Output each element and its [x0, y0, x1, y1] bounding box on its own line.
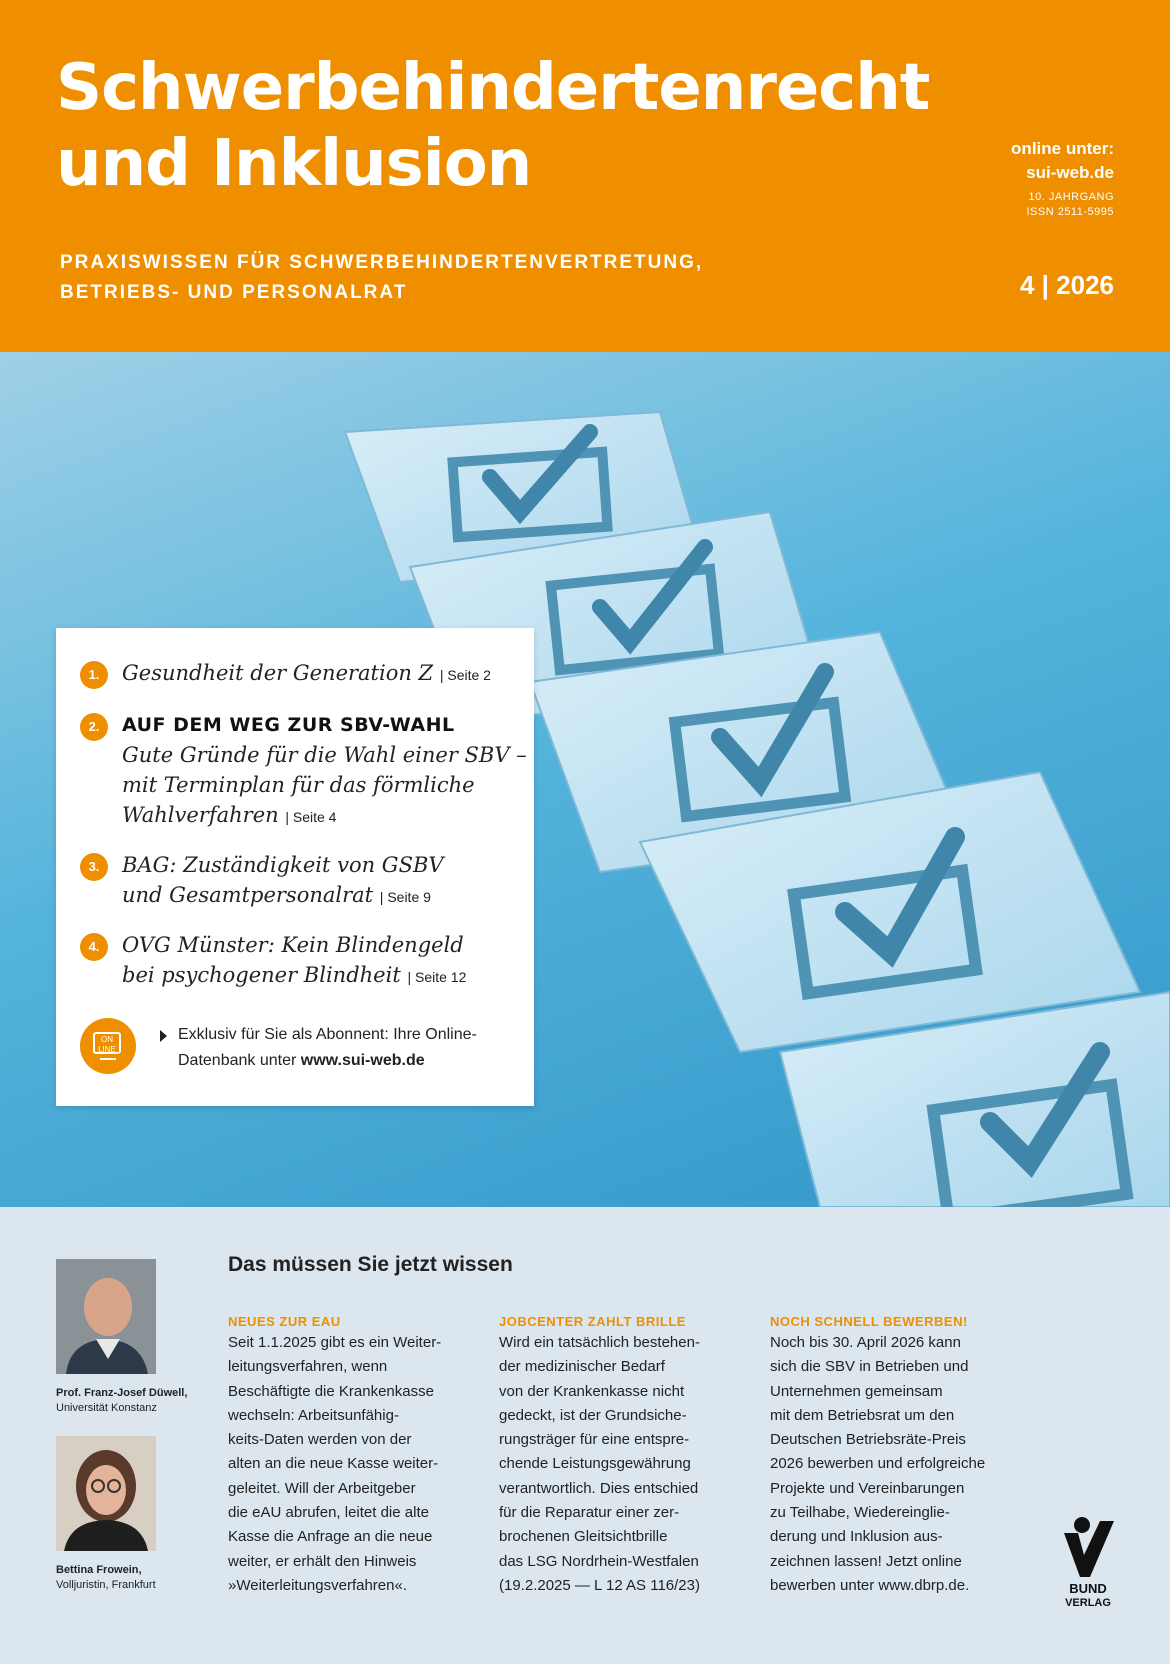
column-line: rungsträger für eine entspre-: [499, 1431, 690, 1449]
subtitle-line-1: PRAXISWISSEN FÜR SCHWERBEHINDERTENVERTRETUNG,: [60, 252, 704, 273]
online-label: online unter:: [1011, 139, 1114, 158]
column-heading: NEUES ZUR EAU: [228, 1314, 341, 1329]
toc-line: mit Terminplan für das förmliche: [122, 773, 475, 797]
column-line: keits-Daten werden von der: [228, 1431, 412, 1449]
column-line: Wird ein tatsächlich bestehen-: [499, 1334, 700, 1351]
issn: ISSN 2511-5995: [1026, 206, 1114, 218]
issue-number: 4 | 2026: [1019, 270, 1114, 300]
column-line: Projekte und Vereinbarungen: [770, 1479, 965, 1497]
volume-year: 10. JAHRGANG: [1028, 191, 1114, 203]
number-badge: 2.: [80, 713, 108, 741]
author-affiliation: Volljuristin, Frankfurt: [56, 1579, 156, 1591]
author-affiliation: Universität Konstanz: [56, 1402, 157, 1414]
column-body: [499, 1331, 757, 1598]
column-line: brochenen Gleitsichtbrille: [499, 1528, 668, 1546]
column-line: »Weiterleitungsverfahren«.: [228, 1576, 407, 1594]
column-line: zeichnen lassen! Jetzt online: [770, 1552, 962, 1570]
column-line: von der Krankenkasse nicht: [499, 1382, 685, 1400]
toc-line: und Gesamtpersonalrat: [122, 883, 374, 907]
number-badge: 1.: [80, 661, 108, 689]
author-caption-1: [56, 1386, 187, 1416]
column-line: geleitet. Will der Arbeitgeber: [228, 1479, 416, 1497]
author-name: Prof. Franz-Josef Düwell,: [56, 1387, 188, 1399]
column-line: Deutschen Betriebsräte-Preis: [770, 1431, 966, 1449]
column-line: das LSG Nordrhein-Westfalen: [499, 1552, 699, 1570]
column-line: sich die SBV in Betrieben und: [770, 1358, 969, 1376]
toc-page-ref: | Seite 12: [407, 969, 467, 985]
toc-page-ref: | Seite 2: [439, 667, 491, 683]
column-line: mit dem Betriebsrat um den: [770, 1406, 955, 1424]
logo-text-verlag: VERLAG: [1065, 1597, 1111, 1609]
column-line: weiter, er erhält den Hinweis: [228, 1552, 417, 1570]
column-line: wechseln: Arbeitsunfähig-: [228, 1406, 399, 1424]
news-section: [0, 1207, 1170, 1664]
column-line: Seit 1.1.2025 gibt es ein Weiter-: [228, 1334, 442, 1351]
number-badge: 3.: [80, 853, 108, 881]
author-photo-frowein: [56, 1436, 156, 1551]
news-column-brille: [499, 1313, 757, 1598]
column-line: alten an die neue Kasse weiter-: [228, 1455, 439, 1473]
toc-heading: AUF DEM WEG ZUR SBV-WAHL: [122, 714, 455, 736]
column-line: der medizinischer Bedarf: [499, 1358, 665, 1376]
column-line: gedeckt, ist der Grundsiche-: [499, 1406, 687, 1424]
author-name: Bettina Frowein,: [56, 1564, 142, 1576]
column-line: chende Leistungsgewährung: [499, 1455, 691, 1473]
contents-box: [56, 628, 534, 1106]
volume-info: [1026, 190, 1114, 220]
column-line: für die Reparatur einer zer-: [499, 1504, 680, 1522]
toc-line: Wahlverfahren: [122, 803, 279, 827]
toc-title: Gesundheit der Generation Z: [122, 661, 434, 685]
column-line: bewerben unter www.dbrp.de.: [770, 1576, 970, 1594]
online-info: [1011, 137, 1114, 185]
news-column-eau: [228, 1313, 486, 1598]
online-note-line-1: Exklusiv für Sie als Abonnent: Ihre Online-: [178, 1026, 477, 1043]
author-photo-duewell: [56, 1259, 156, 1374]
column-body: [228, 1331, 486, 1598]
column-heading: JOBCENTER ZAHLT BRILLE: [499, 1314, 686, 1329]
toc-line: OVG Münster: Kein Blindengeld: [122, 933, 464, 957]
number-badge: 4.: [80, 933, 108, 961]
cover-header: [0, 0, 1170, 352]
column-line: (19.2.2025 — L 12 AS 116/23): [499, 1576, 700, 1594]
column-line: verantwortlich. Dies entschied: [499, 1479, 699, 1497]
online-note-prefix: Datenbank unter: [178, 1052, 301, 1069]
online-badge-text: ON LINE: [93, 1032, 121, 1054]
toc-page-ref: | Seite 4: [285, 809, 337, 825]
online-database-note: [178, 1022, 518, 1074]
online-url[interactable]: sui-web.de: [1026, 163, 1114, 182]
column-body: [770, 1331, 1028, 1598]
subtitle-line-2: BETRIEBS- UND PERSONALRAT: [60, 282, 408, 303]
column-line: 2026 bewerben und erfolgreiche: [770, 1455, 986, 1473]
toc-line: Gute Gründe für die Wahl einer SBV –: [122, 743, 527, 767]
toc-line: BAG: Zuständigkeit von GSBV: [122, 853, 444, 877]
column-line: Noch bis 30. April 2026 kann: [770, 1334, 961, 1351]
online-monitor-icon: [80, 1018, 136, 1074]
bund-verlag-logo: [1060, 1515, 1116, 1611]
arrow-right-icon: [160, 1030, 167, 1042]
column-heading: NOCH SCHNELL BEWERBEN!: [770, 1314, 968, 1329]
magazine-title: [56, 50, 929, 202]
toc-line: bei psychogener Blindheit: [122, 963, 401, 987]
column-line: die eAU abrufen, leitet die alte: [228, 1504, 429, 1522]
column-line: derung und Inklusion aus-: [770, 1528, 943, 1546]
news-column-bewerben: [770, 1313, 1028, 1598]
title-line-2: und Inklusion: [56, 127, 532, 201]
column-line: zu Teilhabe, Wiedereinglie-: [770, 1504, 950, 1522]
section-title: Das müssen Sie jetzt wissen: [228, 1253, 513, 1276]
author-caption-2: [56, 1563, 156, 1593]
column-line: Unternehmen gemeinsam: [770, 1382, 943, 1400]
logo-text-bund: BUND: [1069, 1581, 1107, 1596]
title-line-1: Schwerbehindertenrecht: [56, 51, 930, 125]
online-database-link[interactable]: www.sui-web.de: [300, 1052, 425, 1069]
toc-page-ref: | Seite 9: [379, 889, 431, 905]
magazine-subtitle: [60, 248, 703, 308]
column-line: Beschäftigte die Krankenkasse: [228, 1382, 434, 1400]
column-line: Kasse die Anfrage an die neue: [228, 1528, 433, 1546]
column-line: leitungsverfahren, wenn: [228, 1358, 388, 1376]
